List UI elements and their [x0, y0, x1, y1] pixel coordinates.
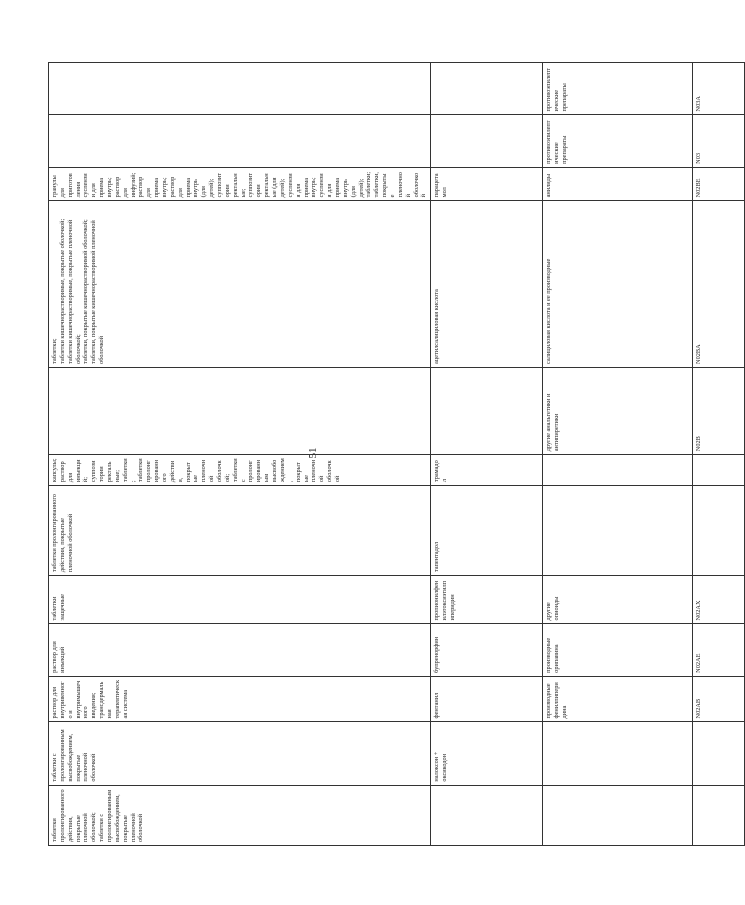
inn-name: налоксон + оксикодон [431, 722, 543, 785]
atc-code [693, 722, 745, 785]
dosage-form-line: раствор для инфузий; [113, 172, 137, 198]
atc-code: N03 [693, 115, 745, 167]
row-atc-code [693, 63, 745, 846]
dosage-form-line: суспензия для приема внутрь (для детей); [318, 173, 365, 198]
row-dosage-forms [49, 63, 431, 846]
dosage-forms [49, 455, 431, 486]
dosage-form-line: гранулы для приготовления суспензии для приема внутрь; [51, 173, 114, 198]
dosage-form-line: таблетки с пролонгированным высвобождением, покрытые пленочной оболочкой [98, 789, 145, 842]
dosage-form-line: таблетки защечные [51, 594, 66, 621]
dosage-form-line: суппозитории ректальные (для детей); [247, 173, 286, 198]
dosage-form-line: таблетки; [51, 338, 58, 364]
atc-code: N03A [693, 63, 745, 115]
dosage-form-line: таблетки кишечнорастворимые, покрытые пленочной оболочкой; [66, 219, 82, 364]
group-name [543, 455, 693, 486]
dosage-form-line: раствор для инъекций [51, 641, 66, 673]
rotated-document-table [48, 62, 703, 846]
atc-code: N02BA [693, 201, 745, 368]
group-name: другие опиоиды [543, 576, 693, 624]
inn-name [431, 367, 543, 454]
row-inn-name [431, 63, 543, 846]
atc-code: N02AX [693, 576, 745, 624]
group-name: другие анальгетики и антипиретики [543, 367, 693, 454]
inn-name [431, 115, 543, 167]
dosage-form-line: таблетки пролонгированного действия, покрытые пленочной оболочкой; [137, 458, 231, 483]
group-name: анилиды [543, 167, 693, 201]
dosage-form-line: таблетки; [121, 458, 137, 483]
dosage-forms [49, 576, 431, 624]
dosage-form-line: суспензия для приема внутрь; [286, 173, 318, 198]
dosage-form-line: таблетки с пролонгированным высвобождением, покрытые пленочной оболочкой [231, 458, 341, 483]
group-name [543, 722, 693, 785]
inn-name: фентанил [431, 676, 543, 722]
dosage-form-line: раствор для приема внутрь; [137, 176, 169, 198]
dosage-form-line: суппозитории ректальные; [216, 173, 247, 198]
atc-code: N02AB [693, 676, 745, 722]
dosage-forms [49, 63, 431, 115]
group-name: противоэпилептические препараты [543, 115, 693, 167]
dosage-form-line: раствор для инъекций; [58, 459, 90, 483]
inn-name: ацетилсалициловая кислота [431, 201, 543, 368]
inn-name: бупренорфин [431, 624, 543, 676]
row-group-name [543, 63, 693, 846]
page-number: 51 [307, 447, 319, 459]
dosage-form-line: таблетки, покрытые пленочной оболочкой [373, 172, 428, 198]
inn-name [431, 63, 543, 115]
dosage-form-line: капсулы; [51, 458, 58, 483]
inn-name: трамадол [431, 455, 543, 486]
dosage-forms [49, 115, 431, 167]
dosage-form-line: раствор для внутривенного и внутримышечного введения; [51, 680, 98, 719]
atc-code [693, 486, 745, 576]
group-name: салициловая кислота и ее производные [543, 201, 693, 368]
atc-code [693, 785, 745, 845]
atc-code [693, 455, 745, 486]
inn-name [431, 785, 543, 845]
dosage-forms [49, 367, 431, 454]
dosage-form-line: таблетки, покрытые кишечнорастворимой оболочкой; [82, 219, 90, 364]
atc-code: N02BE [693, 167, 745, 201]
dosage-form-line: трансдермальная терапевтическая система [98, 679, 129, 719]
group-name: производные фенилпиперидина [543, 676, 693, 722]
dosage-forms [49, 676, 431, 722]
dosage-form-line: раствор для приема внутрь (для детей); [168, 176, 216, 198]
group-name [543, 486, 693, 576]
dosage-form-line: таблетки с пролонгированным высвобождением, покрытые пленочной оболочкой [51, 729, 98, 782]
dosage-form-line: таблетки кишечнорастворимые, покрытые оболочкой; [58, 218, 66, 364]
atc-code: N02AE [693, 624, 745, 676]
inn-name: парацетамол [431, 167, 543, 201]
dosage-forms [49, 722, 431, 785]
dosage-forms [49, 486, 431, 576]
group-name: производные орипавина [543, 624, 693, 676]
inn-name: тапентадол [431, 486, 543, 576]
dosage-forms [49, 201, 431, 368]
group-name [543, 785, 693, 845]
dosage-form-line: таблетки пролонгированного действия, покрытые пленочной оболочкой; [51, 789, 98, 842]
drug-list-table [48, 62, 745, 846]
dosage-form-line: таблетки пролонгированного действия, покрытые пленочной оболочкой [51, 494, 74, 573]
dosage-forms [49, 785, 431, 845]
group-name: противоэпилептические препараты [543, 63, 693, 115]
dosage-forms [49, 624, 431, 676]
dosage-form-line: таблетки; [365, 171, 373, 198]
inn-name: пропионилфенилэтоксиэтилпиперидин [431, 576, 543, 624]
atc-code: N02B [693, 367, 745, 454]
dosage-forms [49, 167, 431, 201]
dosage-form-line: таблетки, покрытые кишечнорастворимой пленочной оболочкой [90, 220, 106, 364]
dosage-form-line: суппозитории ректальные; [90, 460, 121, 483]
